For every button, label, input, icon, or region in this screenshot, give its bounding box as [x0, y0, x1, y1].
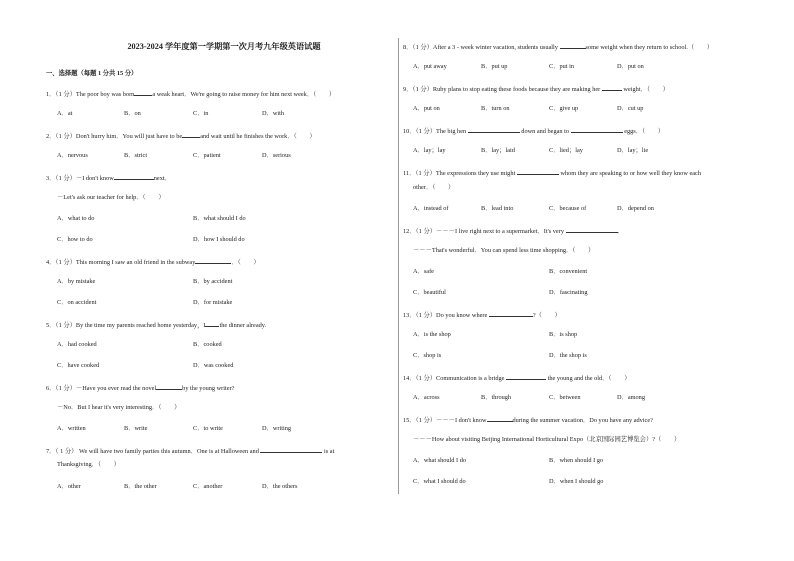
question-14	[403, 373, 631, 383]
answer-blank	[571, 126, 623, 133]
question-7	[46, 446, 334, 456]
section-heading: 一、选择题（每题 1 分共 15 分）	[46, 70, 138, 77]
question-10-rest: eggs．（ ）	[624, 128, 665, 135]
q10-option-a[interactable]: A．lay；lay	[413, 147, 446, 154]
question-4-rest: ．（ ）	[231, 259, 260, 266]
q10-option-c[interactable]: C．lied；lay	[549, 147, 583, 154]
question-7-rest: is at	[324, 448, 335, 455]
q5-option-b[interactable]: B．cooked	[193, 341, 222, 348]
q1-option-b[interactable]: B．on	[124, 110, 141, 117]
question-12-rest: ．	[617, 228, 624, 235]
question-15-rest: during the summer vacation．Do you have any advice?	[512, 417, 653, 424]
answer-blank	[114, 173, 154, 180]
question-1-rest: a weak heart．We're going to raise money for him next week．（ ）	[152, 91, 336, 98]
q5-option-a[interactable]: A．had cooked	[57, 341, 97, 348]
question-7-text: 7．（ 1 分） We will have two family parties this autumn．One is at Halloween and	[46, 448, 259, 455]
q1-option-a[interactable]: A．at	[57, 110, 73, 117]
answer-blank	[506, 373, 546, 380]
answer-blank	[182, 131, 200, 138]
question-2-text: 2．（1 分）Don't hurry him．You will just have to be	[46, 133, 183, 140]
question-1	[46, 89, 335, 99]
q11-option-b[interactable]: B．lead into	[481, 205, 514, 212]
q9-option-b[interactable]: B．turn on	[481, 105, 510, 112]
q9-option-c[interactable]: C．give up	[549, 105, 579, 112]
q7-option-a[interactable]: A．other	[57, 483, 81, 490]
question-9	[403, 84, 669, 94]
question-13-rest: ?（ ）	[532, 312, 561, 319]
q3-option-a[interactable]: A．what to do	[57, 215, 95, 222]
q13-option-d[interactable]: D．the shop is	[549, 352, 587, 359]
answer-blank	[487, 415, 513, 422]
answer-blank	[566, 226, 618, 233]
q12-option-c[interactable]: C．beautiful	[413, 289, 446, 296]
question-13-text: 13．（1 分）Do you know where	[403, 312, 488, 319]
q12-option-b[interactable]: B．convenient	[549, 268, 588, 275]
question-11-line2: other．（ ）	[413, 184, 455, 191]
answer-blank	[489, 310, 533, 317]
question-1-text: 1．（1 分）The poor boy was born	[46, 91, 135, 98]
q5-option-c[interactable]: C．have cooked	[57, 362, 100, 369]
q14-option-c[interactable]: C．between	[549, 394, 581, 401]
answer-blank	[195, 257, 231, 264]
q11-option-d[interactable]: D．depend on	[617, 205, 654, 212]
question-6-rest: by the young writer?	[182, 385, 235, 392]
question-8	[403, 42, 713, 52]
q7-option-b[interactable]: B．the other	[124, 483, 157, 490]
question-12-line2: －－－That's wonderful．You can spend less time shopping．（ ）	[413, 247, 595, 254]
question-14-text: 14．（1 分）Communication is a bridge	[403, 375, 505, 382]
q11-option-a[interactable]: A．instead of	[413, 205, 449, 212]
q13-option-a[interactable]: A．is the shop	[413, 331, 451, 338]
q8-option-c[interactable]: C．put in	[549, 63, 575, 70]
q14-option-b[interactable]: B．through	[481, 394, 512, 401]
answer-blank	[602, 84, 622, 91]
question-7-line2: Thanksgiving．（ ）	[57, 461, 120, 468]
question-4	[46, 257, 260, 267]
q1-option-c[interactable]: C．in	[193, 110, 209, 117]
q13-option-b[interactable]: B．is shop	[549, 331, 578, 338]
q11-option-c[interactable]: C．because of	[549, 205, 587, 212]
question-5-text: 5．（1 分）By the time my parents reached home yesterday，I	[46, 322, 206, 329]
q6-option-c[interactable]: C．to write	[193, 425, 223, 432]
q15-option-d[interactable]: D．when I should go	[549, 478, 604, 485]
q3-option-b[interactable]: B．what should I do	[193, 215, 246, 222]
q4-option-c[interactable]: C．on accident	[57, 299, 97, 306]
q8-option-b[interactable]: B．put up	[481, 63, 508, 70]
question-14-rest: the young and the old．（ ）	[547, 375, 631, 382]
answer-blank	[260, 446, 322, 453]
question-9-rest: weight．（ ）	[623, 86, 669, 93]
q7-option-d[interactable]: D．the others	[262, 483, 298, 490]
question-13	[403, 310, 561, 320]
question-10	[403, 126, 664, 136]
question-3-rest: next．	[153, 175, 171, 182]
q15-option-b[interactable]: B．when should I go	[549, 457, 604, 464]
q10-option-b[interactable]: B．lay；laid	[481, 147, 515, 154]
question-8-rest: some weight when they return to school.（ ）	[585, 44, 714, 51]
q6-option-a[interactable]: A．written	[57, 425, 86, 432]
question-15	[403, 415, 653, 425]
answer-blank	[517, 168, 559, 175]
q3-option-d[interactable]: D．how I should do	[193, 236, 245, 243]
question-5	[46, 320, 266, 330]
q14-option-a[interactable]: A．across	[413, 394, 440, 401]
question-2-rest: and wait until he finishes the work．（ ）	[200, 133, 316, 140]
q8-option-d[interactable]: D．put on	[617, 63, 644, 70]
question-3	[46, 173, 171, 183]
q2-option-d[interactable]: D．serious	[262, 152, 291, 159]
question-11-text: 11．（1 分）The expressions they use might	[403, 170, 516, 177]
answer-blank	[134, 89, 152, 96]
question-15-text: 15．（1 分）－－－I don't know	[403, 417, 487, 424]
exam-title: 2023-2024 学年度第一学期第一次月考九年级英语试题	[127, 42, 321, 51]
q4-option-a[interactable]: A．by mistake	[57, 278, 96, 285]
question-2	[46, 131, 316, 141]
question-3-text: 3．（1 分）－I don't know	[46, 175, 114, 182]
answer-blank	[205, 320, 219, 327]
q4-option-b[interactable]: B．by accident	[193, 278, 233, 285]
q7-option-c[interactable]: C．another	[193, 483, 223, 490]
question-15-line2: －－－How about visiting Beijing International Horticultural Expo（北京国际园艺博览会）?（ ）	[413, 436, 681, 443]
question-4-text: 4．（1 分）This morning I saw an old friend in the subway	[46, 259, 196, 266]
answer-blank	[468, 126, 520, 133]
question-6-line2: －No．But I hear it's very interesting．（ ）	[57, 404, 181, 411]
column-divider	[398, 38, 399, 494]
question-6-text: 6．（1 分）－Have you ever read the novel	[46, 385, 157, 392]
q9-option-a[interactable]: A．put on	[413, 105, 440, 112]
q9-option-d[interactable]: D．cut up	[617, 105, 644, 112]
q15-option-a[interactable]: A．what should I do	[413, 457, 466, 464]
question-11	[403, 168, 701, 178]
question-6	[46, 383, 234, 393]
question-5-rest: the dinner already.	[219, 322, 267, 329]
q5-option-d[interactable]: D．was cooked	[193, 362, 234, 369]
q14-option-d[interactable]: D．among	[617, 394, 645, 401]
question-8-text: 8．（1 分）After a 3 - week winter vacation, students usually	[403, 44, 558, 51]
q1-option-d[interactable]: D．with	[262, 110, 285, 117]
q12-option-a[interactable]: A．safe	[413, 268, 434, 275]
q8-option-a[interactable]: A．put away	[413, 63, 447, 70]
q10-option-d[interactable]: D．lay；lie	[617, 147, 649, 154]
q3-option-c[interactable]: C．how to do	[57, 236, 93, 243]
question-9-text: 9．（1 分）Ruby plans to stop eating these foods because they are making her	[403, 86, 601, 93]
q2-option-a[interactable]: A．nervous	[57, 152, 88, 159]
question-10-text: 10．（1 分）The big hen	[403, 128, 467, 135]
q2-option-c[interactable]: C．patient	[193, 152, 221, 159]
question-10-mid: down and began to	[521, 128, 570, 135]
q15-option-c[interactable]: C．what I should do	[413, 478, 466, 485]
q4-option-d[interactable]: D．for mistake	[193, 299, 233, 306]
answer-blank	[156, 383, 182, 390]
q13-option-c[interactable]: C．shop is	[413, 352, 442, 359]
question-12-text: 12．（1 分）－－－I live right next to a supermarket．It's very	[403, 228, 564, 235]
question-11-rest: whom they are speaking to or how well they know each	[560, 170, 701, 177]
q6-option-d[interactable]: D．writing	[262, 425, 292, 432]
question-3-line2: －Let's ask our teacher for help．（ ）	[57, 194, 165, 201]
q6-option-b[interactable]: B．write	[124, 425, 148, 432]
q2-option-b[interactable]: B．strict	[124, 152, 148, 159]
answer-blank	[560, 42, 586, 49]
q12-option-d[interactable]: D．fascinating	[549, 289, 588, 296]
question-12	[403, 226, 624, 236]
